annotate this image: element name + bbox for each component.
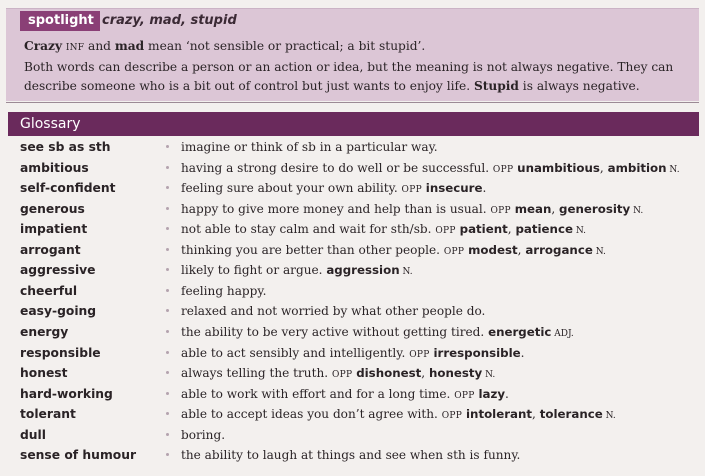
bullet-dot: [166, 412, 169, 415]
related-word: intolerant: [466, 407, 533, 422]
glossary-definition: [181, 199, 643, 219]
separator: ,: [517, 242, 526, 257]
spotlight-inf-label: INF: [65, 43, 85, 53]
part-of-speech: N.: [572, 226, 586, 237]
glossary-definition: [181, 219, 586, 239]
spotlight-subtitle: crazy, mad, stupid: [102, 13, 237, 28]
related-word: irresponsible: [433, 345, 521, 360]
glossary-entry: [0, 178, 705, 199]
spotlight-box: [6, 8, 699, 101]
spotlight-tab: spotlight: [20, 11, 100, 31]
opposite-label: OPP: [409, 349, 430, 360]
glossary-entry: [0, 301, 705, 322]
spotlight-line-3: [24, 77, 696, 96]
spotlight-word-crazy: Crazy: [24, 39, 63, 53]
spotlight-word-mad: mad: [114, 39, 145, 53]
opposite-label: OPP: [443, 246, 465, 257]
glossary-term: cheerful: [20, 283, 78, 298]
separator: ,: [507, 222, 516, 237]
related-word: unambitious: [517, 160, 600, 175]
glossary-entry: [0, 281, 705, 302]
spotlight-text: [24, 37, 696, 96]
bullet-dot: [166, 248, 169, 251]
bullet-dot: [166, 166, 169, 169]
glossary-term: energy: [20, 324, 69, 339]
definition-text: able to work with effort and for a long time.: [181, 386, 455, 401]
separator: ,: [532, 407, 540, 422]
related-word: honesty: [428, 366, 483, 381]
glossary-entry: [0, 240, 705, 261]
glossary-definition: [181, 363, 495, 383]
bullet-dot: [166, 309, 169, 312]
definition-text: not able to stay calm and wait for sth/sb.: [181, 222, 436, 237]
spotlight-word-stupid: Stupid: [473, 79, 519, 93]
glossary-term: aggressive: [20, 263, 96, 278]
glossary-entry: [0, 137, 705, 158]
bullet-dot: [166, 145, 169, 148]
glossary-term: sense of humour: [20, 448, 137, 463]
glossary-definition: [181, 301, 485, 321]
bullet-dot: [166, 433, 169, 436]
glossary-definition: [181, 343, 525, 363]
glossary-definition: [181, 137, 438, 157]
definition-text: able to act sensibly and intelligently.: [181, 345, 410, 360]
definition-text: happy to give more money and help than is usual.: [181, 201, 491, 216]
bullet-dot: [166, 186, 169, 189]
glossary-term: generous: [20, 201, 85, 216]
glossary-definition: [181, 178, 486, 198]
glossary-term: arrogant: [20, 242, 81, 257]
definition-text: relaxed and not worried by what other people do.: [181, 304, 486, 319]
related-word: patience: [515, 222, 573, 237]
opposite-label: OPP: [441, 411, 463, 422]
glossary-entry: [0, 363, 705, 384]
related-word: arrogance: [525, 242, 593, 257]
glossary-definition: [181, 240, 606, 260]
bullet-dot: [166, 268, 169, 271]
part-of-speech: N.: [630, 205, 644, 216]
spotlight-line-1-rest: mean ‘not sensible or practical; a bit stupid’.: [144, 39, 426, 53]
glossary-term: easy-going: [20, 304, 97, 319]
bullet-dot: [166, 371, 169, 374]
part-of-speech: N.: [482, 370, 496, 381]
glossary-entry: [0, 322, 705, 343]
glossary-term: impatient: [20, 222, 88, 237]
related-word: lazy: [478, 386, 506, 401]
related-word: dishonest: [356, 366, 422, 381]
opposite-label: OPP: [435, 226, 456, 237]
definition-text: always telling the truth.: [181, 366, 332, 381]
glossary-definition: [181, 260, 413, 280]
glossary-term: self-confident: [20, 181, 116, 196]
glossary-entry: [0, 445, 705, 466]
related-word: patient: [459, 222, 508, 237]
related-word: ambition: [607, 160, 667, 175]
glossary-definition: [181, 425, 225, 445]
glossary-term: tolerant: [20, 407, 76, 422]
glossary-entry: [0, 384, 705, 405]
opposite-label: OPP: [454, 390, 475, 401]
glossary-definition: [181, 445, 520, 465]
part-of-speech: N.: [399, 267, 413, 278]
separator: ,: [599, 160, 608, 175]
spotlight-line-3-post: is always negative.: [518, 79, 640, 93]
related-word: aggression: [326, 263, 400, 278]
bullet-dot: [166, 330, 169, 333]
glossary-entry: [0, 158, 705, 179]
glossary-term: responsible: [20, 345, 101, 360]
glossary-entry: [0, 343, 705, 364]
spotlight-line-3-pre: describe someone who is a bit out of control but just wants to enjoy life.: [24, 79, 474, 93]
part-of-speech: N.: [666, 164, 680, 175]
definition-text: likely to fight or argue.: [181, 263, 327, 278]
definition-text: boring.: [181, 427, 226, 442]
bullet-dot: [166, 227, 169, 230]
glossary-entry: [0, 219, 705, 240]
end-punctuation: .: [520, 345, 525, 360]
bullet-dot: [166, 207, 169, 210]
related-word: tolerance: [539, 407, 603, 422]
end-punctuation: .: [505, 386, 509, 401]
definition-text: feeling sure about your own ability.: [181, 181, 402, 196]
glossary-term: dull: [20, 427, 46, 442]
opposite-label: OPP: [401, 185, 422, 196]
part-of-speech: N.: [592, 246, 606, 257]
glossary-definition: [181, 404, 616, 424]
glossary-term: honest: [20, 366, 68, 381]
glossary-entry: [0, 260, 705, 281]
related-word: insecure: [425, 181, 483, 196]
part-of-speech: N.: [602, 411, 616, 422]
opposite-label: OPP: [492, 164, 514, 175]
related-word: mean: [514, 201, 552, 216]
definition-text: able to accept ideas you don’t agree with.: [181, 407, 442, 422]
definition-text: having a strong desire to do well or be successful.: [181, 160, 493, 175]
glossary-title: Glossary: [20, 116, 81, 132]
glossary-term: hard-working: [20, 386, 113, 401]
definition-text: imagine or think of sb in a particular way.: [181, 140, 438, 154]
opposite-label: OPP: [331, 370, 353, 381]
spotlight-line-1: [24, 37, 696, 58]
glossary-definition: [181, 384, 509, 404]
spotlight-line-2: Both words can describe a person or an action or idea, but the meaning is not always negative. They can: [24, 60, 674, 74]
related-word: energetic: [488, 324, 552, 339]
separator: ,: [551, 201, 560, 216]
definition-text: feeling happy.: [181, 283, 267, 298]
glossary-definition: [181, 158, 680, 178]
related-word: generosity: [559, 201, 631, 216]
glossary-entry: [0, 199, 705, 220]
glossary-definition: [181, 281, 266, 301]
bullet-dot: [166, 289, 169, 292]
bullet-dot: [166, 392, 169, 395]
separator: ,: [421, 366, 429, 381]
glossary-term: see sb as sth: [20, 140, 111, 154]
glossary-entry: [0, 425, 705, 446]
glossary-header: [8, 112, 699, 136]
glossary-definition: [181, 322, 574, 342]
definition-text: thinking you are better than other people.: [181, 242, 444, 257]
divider: [6, 102, 699, 103]
definition-text: the ability to be very active without getting tired.: [181, 324, 489, 339]
bullet-dot: [166, 351, 169, 354]
related-word: modest: [468, 242, 518, 257]
spotlight-and: and: [84, 39, 115, 53]
definition-text: the ability to laugh at things and see when sth is funny.: [181, 448, 521, 463]
end-punctuation: .: [482, 181, 487, 196]
bullet-dot: [166, 453, 169, 456]
glossary-entry: [0, 404, 705, 425]
part-of-speech: ADJ.: [551, 328, 574, 339]
glossary-term: ambitious: [20, 160, 89, 175]
opposite-label: OPP: [490, 205, 511, 216]
